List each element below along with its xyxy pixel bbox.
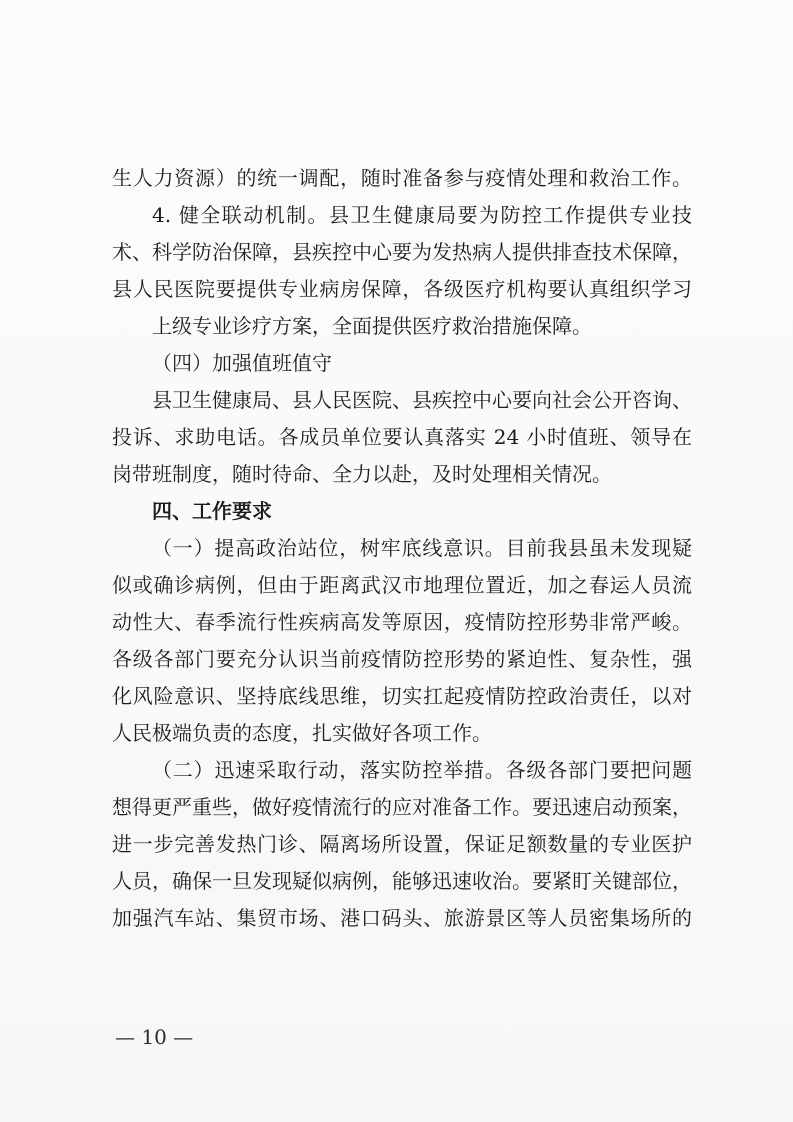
body-line: 想得更严重些，做好疫情流行的应对准备工作。要迅速启动预案， <box>112 795 692 819</box>
body-line: 各级各部门要充分认识当前疫情防控形势的紧迫性、复杂性，强 <box>112 647 692 671</box>
body-line: 化风险意识、坚持底线思维，切实扛起疫情防控政治责任，以对 <box>112 684 692 708</box>
body-line: 县人民医院要提供专业病房保障，各级医疗机构要认真组织学习 <box>112 277 692 301</box>
body-line: （二）迅速采取行动，落实防控举措。各级各部门要把问题 <box>152 758 692 782</box>
body-line: （一）提高政治站位，树牢底线意识。目前我县虽未发现疑 <box>152 536 692 560</box>
body-line: 岗带班制度，随时待命、全力以赴，及时处理相关情况。 <box>112 462 612 486</box>
body-line: 动性大、春季流行性疾病高发等原因，疫情防控形势非常严峻。 <box>112 610 692 634</box>
body-line: 术、科学防治保障，县疾控中心要为发热病人提供排查技术保障， <box>112 240 692 264</box>
body-line: 人民极端负责的态度，扎实做好各项工作。 <box>112 721 492 745</box>
section-heading: 四、工作要求 <box>152 499 272 523</box>
body-line: 进一步完善发热门诊、隔离场所设置，保证足额数量的专业医护 <box>112 832 692 856</box>
page-number: — 10 — <box>115 1025 194 1049</box>
body-line: 人员，确保一旦发现疑似病例，能够迅速收治。要紧盯关键部位， <box>112 869 692 893</box>
body-line: 4. 健全联动机制。县卫生健康局要为防控工作提供专业技 <box>152 203 692 227</box>
body-line: 县卫生健康局、县人民医院、县疾控中心要向社会公开咨询、 <box>152 388 692 412</box>
body-line: 加强汽车站、集贸市场、港口码头、旅游景区等人员密集场所的 <box>112 906 692 930</box>
body-line: 投诉、求助电话。各成员单位要认真落实 24 小时值班、领导在 <box>112 425 692 449</box>
body-line: 生人力资源）的统一调配，随时准备参与疫情处理和救治工作。 <box>112 166 692 190</box>
subsection-heading: （四）加强值班值守 <box>152 351 332 375</box>
body-line: 似或确诊病例，但由于距离武汉市地理位置近，加之春运人员流 <box>112 573 692 597</box>
body-line: 上级专业诊疗方案，全面提供医疗救治措施保障。 <box>152 314 592 338</box>
